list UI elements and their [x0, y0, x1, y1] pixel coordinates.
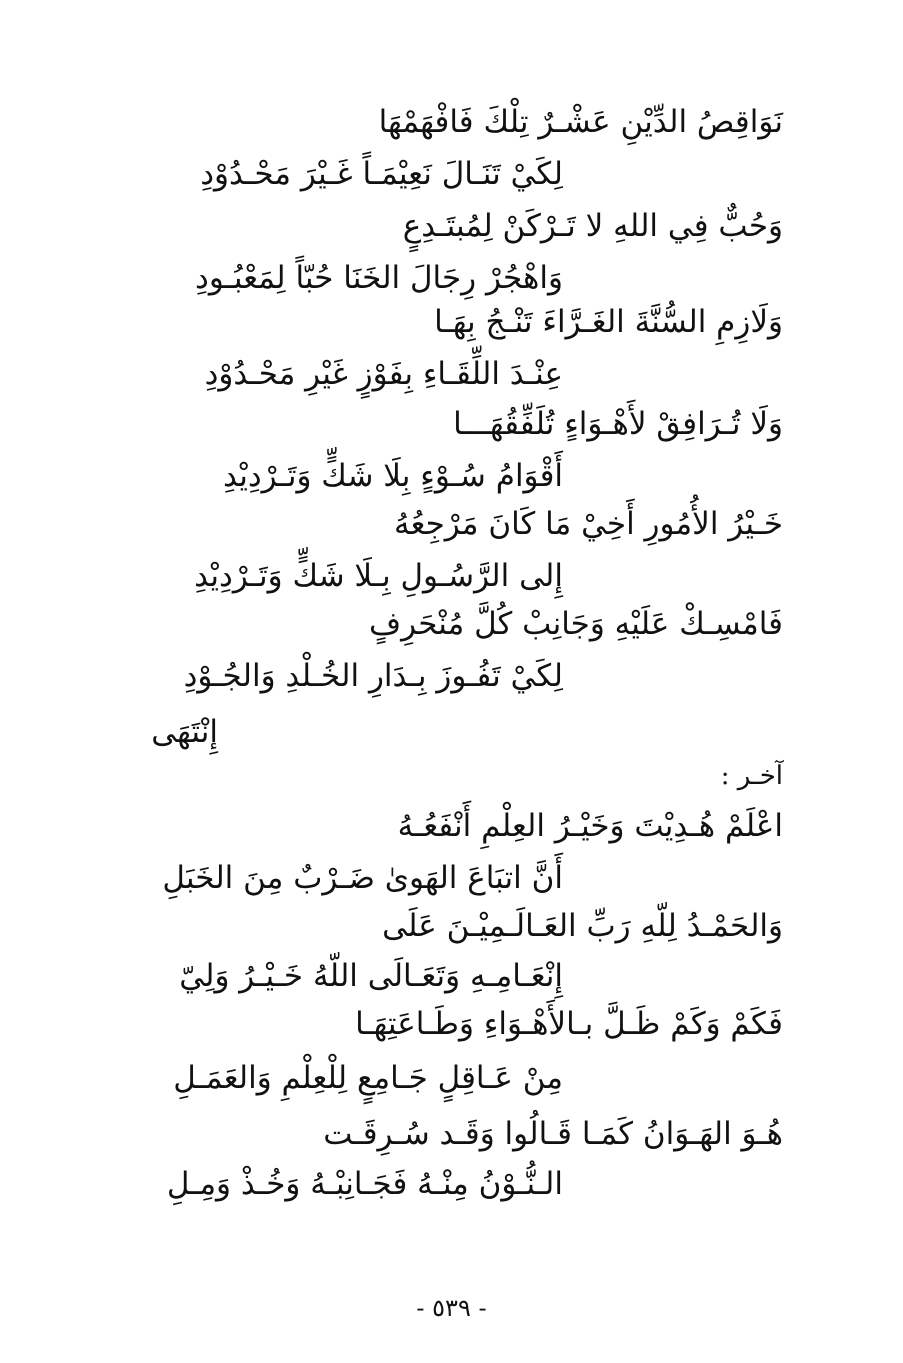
poem-line: إِلى الرَّسُـولِ بِـلَا شَكٍّ وَتَـرْدِيْدِ [194, 558, 563, 594]
poem-line: فَامْسِـكْ عَلَيْهِ وَجَانِبْ كُلَّ مُنْحَرِفٍ [369, 606, 783, 642]
poem-line: لِكَيْ تَنَـالَ نَعِيْمَـاً غَـيْرَ مَحْـدُوْدِ [200, 156, 563, 192]
poem-line: عِنْـدَ اللِّقَـاءِ بِفَوْزٍ غَيْرِ مَحْـدُوْدِ [204, 356, 563, 392]
poem-line: نَوَاقِصُ الدِّيْنِ عَشْـرٌ تِلْكَ فَافْهَمْهَا [378, 104, 783, 140]
poem-line: أَنَّ اتبَاعَ الهَوىٰ ضَـرْبٌ مِنَ الخَبَلِ [162, 860, 563, 896]
section-label: آخـر : [720, 761, 783, 791]
poem-line: وَحُبٌّ فِي اللهِ لا تَـرْكَنْ لِمُبتَـدِعٍ [402, 208, 783, 244]
poem-line: هُـوَ الهَـوَانُ كَمَـا قَـالُوا وَقَـد سُـرِقَـت [323, 1116, 783, 1152]
poem-line: الـنُّـوْنُ مِنْـهُ فَجَـانِبْـهُ وَخُـذْ وَمِـلِ [166, 1166, 563, 1202]
poem-line: وَلَا تُـرَافِقْ لأَهْـوَاءٍ تُلَفِّقُهَـــا [453, 406, 783, 442]
end-label: إِنْتَهَى [151, 714, 218, 750]
poem-line: وَاهْجُرْ رِجَالَ الخَنَا حُبّاً لِمَعْبُـودِ [195, 260, 563, 296]
poem-line: مِنْ عَـاقِلٍ جَـامِعٍ لِلْعِلْمِ وَالعَمَـلِ [173, 1060, 563, 1096]
poem-line: أَقْوَامُ سُـوْءٍ بِلَا شَكٍّ وَتَـرْدِيْدِ [222, 458, 563, 494]
poem-line: خَـيْرُ الأُمُورِ أَخِيْ مَا كَانَ مَرْجِعُهُ [394, 506, 783, 542]
poem-line: وَالحَمْـدُ لِلّهِ رَبِّ العَـالَـمِيْـنَ عَلَى [382, 908, 783, 944]
poem-line: إِنْعَـامِـهِ وَتَعَـالَى اللّهُ خَـيْـرُ وَلِيّ [179, 958, 563, 994]
page-number: - ٥٣٩ - [416, 1294, 487, 1322]
poem-line: اعْلَمْ هُـدِيْتَ وَخَيْـرُ العِلْمِ أَنْفَعُـهُ [397, 808, 783, 844]
poem-line: وَلَازِمِ السُّنَّةَ الغَـرَّاءَ تَنْـجُ بِهَـا [434, 304, 783, 340]
poem-line: لِكَيْ تَفُـوزَ بِـدَارِ الخُـلْدِ وَالجُـوْدِ [183, 658, 563, 694]
poem-line: فَكَمْ وَكَمْ ظَـلَّ بـالأَهْـوَاءِ وَطَـاعَتِهَـا [355, 1006, 783, 1042]
